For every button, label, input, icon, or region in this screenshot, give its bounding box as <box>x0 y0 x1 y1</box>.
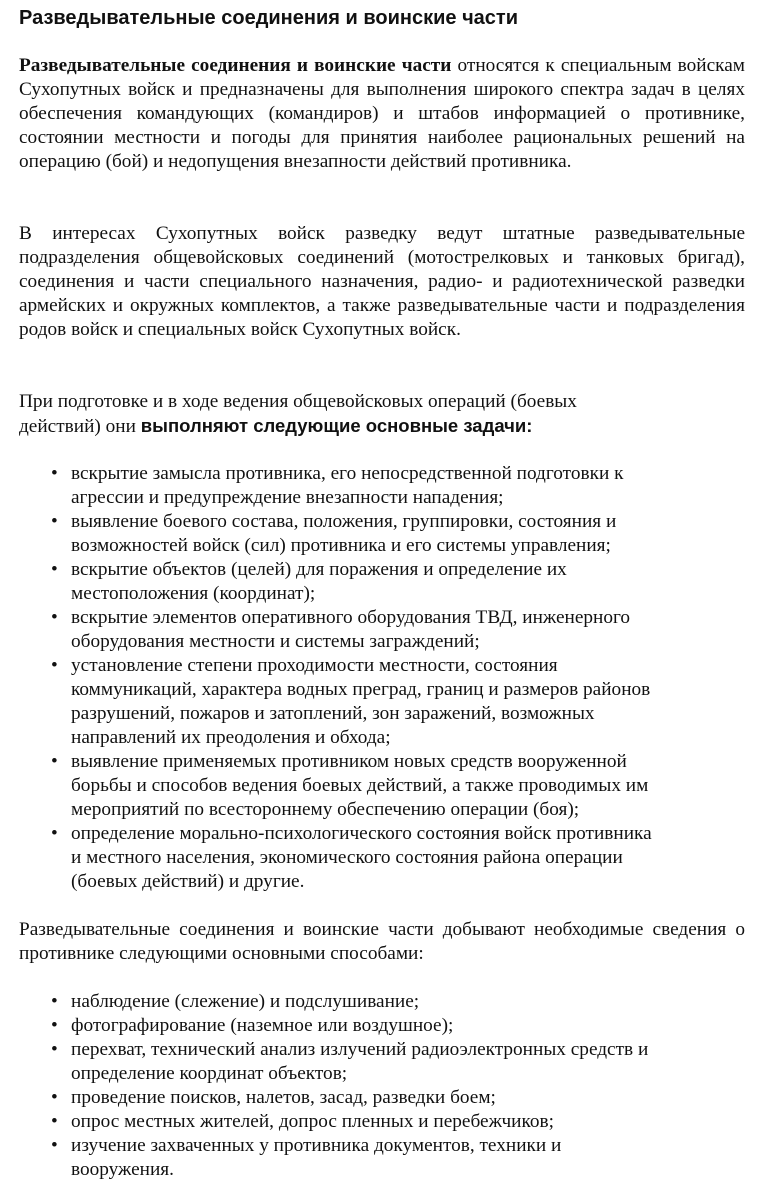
troops-paragraph: В интересах Сухопутных войск разведку ведут штатные разведывательные подразделения общевойсковых соединений (мотострелковых и танковых бригад), соединения и части специального назначения, радио- и радиотехнической разведки армейских и окружных комплектов, а также разведывательные части и подразделения родов войск и специальных войск Сухопутных войск. <box>19 223 745 340</box>
method-list-item <box>51 1086 731 1110</box>
list-item-line: вооружения. <box>71 1159 174 1180</box>
list-item-line: агрессии и предупреждение внезапности нападения; <box>71 487 504 508</box>
method-list-item <box>51 1134 731 1182</box>
bullet-icon: • <box>51 991 58 1012</box>
list-item-line: выявление боевого состава, положения, группировки, состояния и <box>71 511 617 532</box>
list-item-line: борьбы и способов ведения боевых действий, а также проводимых им <box>71 775 649 796</box>
method-list-item <box>51 1038 731 1086</box>
bullet-icon: • <box>51 511 58 532</box>
list-item-line: наблюдение (слежение) и подслушивание; <box>71 991 420 1012</box>
list-item-line: фотографирование (наземное или воздушное); <box>71 1015 454 1036</box>
list-item-line: оборудования местности и системы заграждений; <box>71 631 480 652</box>
intro-paragraph <box>19 54 745 174</box>
task-list-item <box>51 558 731 606</box>
bullet-icon: • <box>51 1135 58 1156</box>
intro-lead-bold: Разведывательные соединения и воинские части <box>19 55 452 76</box>
document-heading: Разведывательные соединения и воинские части <box>19 7 519 29</box>
bullet-icon: • <box>51 1039 58 1060</box>
list-item-line: (боевых действий) и другие. <box>71 871 305 892</box>
list-item-line: изучение захваченных у противника документов, техники и <box>71 1135 562 1156</box>
tasks-intro-line-1: При подготовке и в ходе ведения общевойсковых операций (боевых <box>19 391 577 412</box>
bullet-icon: • <box>51 1111 58 1132</box>
tasks-intro-line-2 <box>19 414 745 439</box>
bullet-icon: • <box>51 823 58 844</box>
list-item-line: направлений их преодоления и обхода; <box>71 727 391 748</box>
list-item-line: разрушений, пожаров и затоплений, зон заражений, возможных <box>71 703 595 724</box>
list-item-line: определение морально-психологического состояния войск противника <box>71 823 652 844</box>
list-item-line: и местного населения, экономического состояния района операции <box>71 847 623 868</box>
tasks-list <box>51 462 731 894</box>
list-item-line: вскрытие замысла противника, его непосредственной подготовки к <box>71 463 624 484</box>
task-list-item <box>51 750 731 822</box>
tasks-intro-paragraph <box>19 390 745 439</box>
task-list-item <box>51 654 731 750</box>
methods-list <box>51 990 731 1182</box>
bullet-icon: • <box>51 607 58 628</box>
list-item-line: мероприятий по всестороннему обеспечению операции (боя); <box>71 799 580 820</box>
list-item-line: коммуникаций, характера водных преград, границ и размеров районов <box>71 679 651 700</box>
bullet-icon: • <box>51 1087 58 1108</box>
method-list-item <box>51 1014 731 1038</box>
task-list-item <box>51 462 731 510</box>
list-item-line: определение координат объектов; <box>71 1063 348 1084</box>
task-list-item <box>51 510 731 558</box>
list-item-line: выявление применяемых противником новых средств вооруженной <box>71 751 627 772</box>
list-item-line: перехват, технический анализ излучений радиоэлектронных средств и <box>71 1039 649 1060</box>
list-item-line: вскрытие объектов (целей) для поражения и определение их <box>71 559 567 580</box>
task-list-item <box>51 606 731 654</box>
method-list-item <box>51 1110 731 1134</box>
list-item-line: местоположения (координат); <box>71 583 316 604</box>
intro-rest: относятся к специальным войскам Сухопутных войск и предназначены для выполнения широкого спектра задач в целях обеспечения командующих (командиров) и штабов информацией о противнике, состоянии местности и погоды для принятия наиболее рациональных решений на операцию (бой) и недопущения внезапности действий противника. <box>19 55 745 172</box>
bullet-icon: • <box>51 463 58 484</box>
list-item-line: проведение поисков, налетов, засад, разведки боем; <box>71 1087 496 1108</box>
method-list-item <box>51 990 731 1014</box>
methods-intro-paragraph: Разведывательные соединения и воинские части добывают необходимые сведения о противнике следующими основными способами: <box>19 919 745 964</box>
bullet-icon: • <box>51 655 58 676</box>
list-item-line: вскрытие элементов оперативного оборудования ТВД, инженерного <box>71 607 631 628</box>
bullet-icon: • <box>51 559 58 580</box>
bullet-icon: • <box>51 751 58 772</box>
bullet-icon: • <box>51 1015 58 1036</box>
list-item-line: установление степени проходимости местности, состояния <box>71 655 558 676</box>
tasks-intro-line-2-start: действий) они <box>19 416 141 437</box>
task-list-item <box>51 822 731 894</box>
tasks-intro-bold: выполняют следующие основные задачи: <box>140 415 533 436</box>
list-item-line: возможностей войск (сил) противника и его системы управления; <box>71 535 611 556</box>
list-item-line: опрос местных жителей, допрос пленных и перебежчиков; <box>71 1111 554 1132</box>
